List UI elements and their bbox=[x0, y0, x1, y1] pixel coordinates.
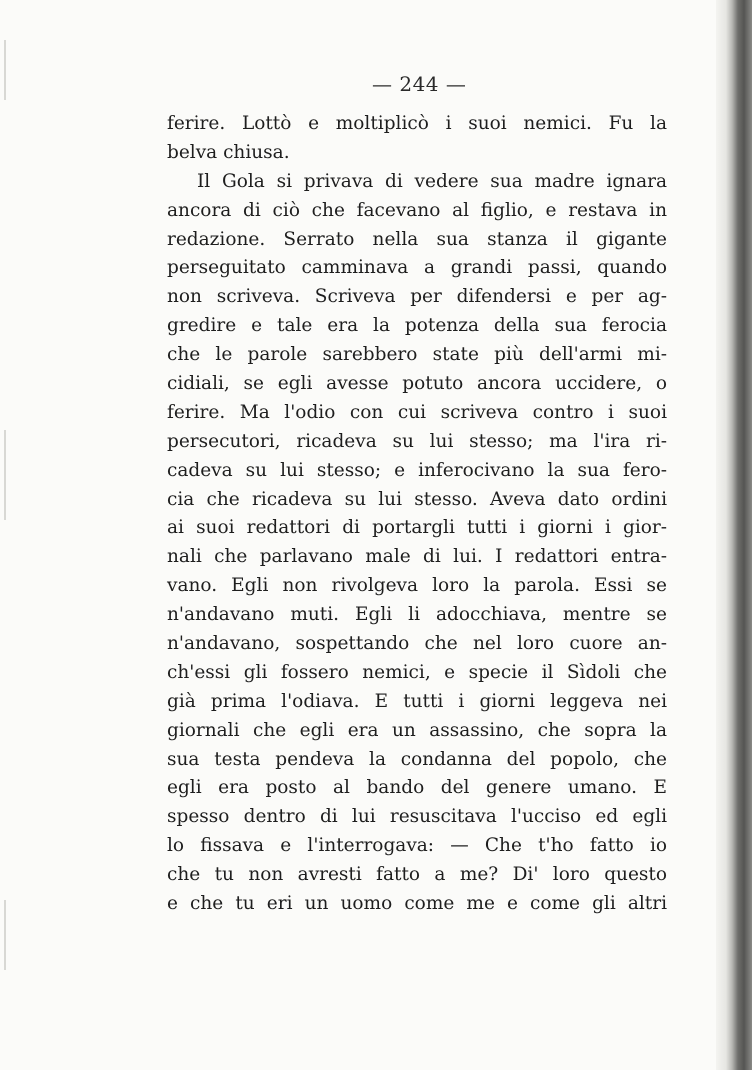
text-line: cidiali, se egli avesse potuto ancora uccidere, o bbox=[167, 373, 667, 395]
text-line: cadeva su lui stesso; e inferocivano la sua fero- bbox=[167, 459, 667, 481]
text-line: n'andavano, sospettando che nel loro cuore an- bbox=[167, 633, 667, 655]
text-line: che le parole sarebbero state più dell'armi mi- bbox=[167, 344, 667, 366]
text-line: belva chiusa. bbox=[167, 141, 290, 163]
text-line: nali che parlavano male di lui. I redattori entra- bbox=[167, 546, 667, 568]
text-line: vano. Egli non rivolgeva loro la parola. Essi se bbox=[167, 575, 667, 597]
text-line: cia che ricadeva su lui stesso. Aveva dato ordini bbox=[167, 488, 667, 510]
text-line: ch'essi gli fossero nemici, e specie il Sìdoli che bbox=[167, 661, 667, 683]
text-line: perseguitato camminava a grandi passi, quando bbox=[167, 257, 667, 279]
text-line: sua testa pendeva la condanna del popolo, che bbox=[167, 748, 667, 770]
text-line: spesso dentro di lui resuscitava l'ucciso ed egli bbox=[167, 806, 667, 828]
text-line: egli era posto al bando del genere umano. E bbox=[167, 777, 667, 799]
text-line: ancora di ciò che facevano al figlio, e restava in bbox=[167, 199, 667, 221]
page-left-edge-mark bbox=[4, 40, 6, 100]
page-left-edge-mark bbox=[4, 430, 6, 520]
text-line: ai suoi redattori di portargli tutti i giorni i gior- bbox=[167, 517, 667, 539]
text-line: gredire e tale era la potenza della sua ferocia bbox=[167, 315, 667, 337]
body-text bbox=[167, 110, 667, 919]
text-line: ferire. Lottò e moltiplicò i suoi nemici. Fu la bbox=[167, 113, 667, 134]
page-left-edge-mark bbox=[4, 900, 6, 970]
text-line: redazione. Serrato nella sua stanza il gigante bbox=[167, 228, 667, 250]
text-line: non scriveva. Scriveva per difendersi e per ag- bbox=[167, 286, 667, 308]
page-number: — 244 — bbox=[372, 72, 467, 96]
text-line: n'andavano muti. Egli li adocchiava, mentre se bbox=[167, 604, 667, 626]
text-line: già prima l'odiava. E tutti i giorni leggeva nei bbox=[167, 690, 667, 712]
text-line: ferire. Ma l'odio con cui scriveva contro i suoi bbox=[167, 401, 667, 423]
text-line: persecutori, ricadeva su lui stesso; ma l'ira ri- bbox=[167, 430, 667, 452]
text-line: lo fissava e l'interrogava: — Che t'ho fatto io bbox=[167, 835, 667, 857]
text-line: che tu non avresti fatto a me? Di' loro questo bbox=[167, 864, 667, 886]
text-line: e che tu eri un uomo come me e come gli altri bbox=[167, 893, 667, 915]
text-line: giornali che egli era un assassino, che sopra la bbox=[167, 719, 667, 741]
paragraph-first-line: Il Gola si privava di vedere sua madre ignara bbox=[197, 170, 667, 192]
book-binding-shadow bbox=[716, 0, 752, 1070]
